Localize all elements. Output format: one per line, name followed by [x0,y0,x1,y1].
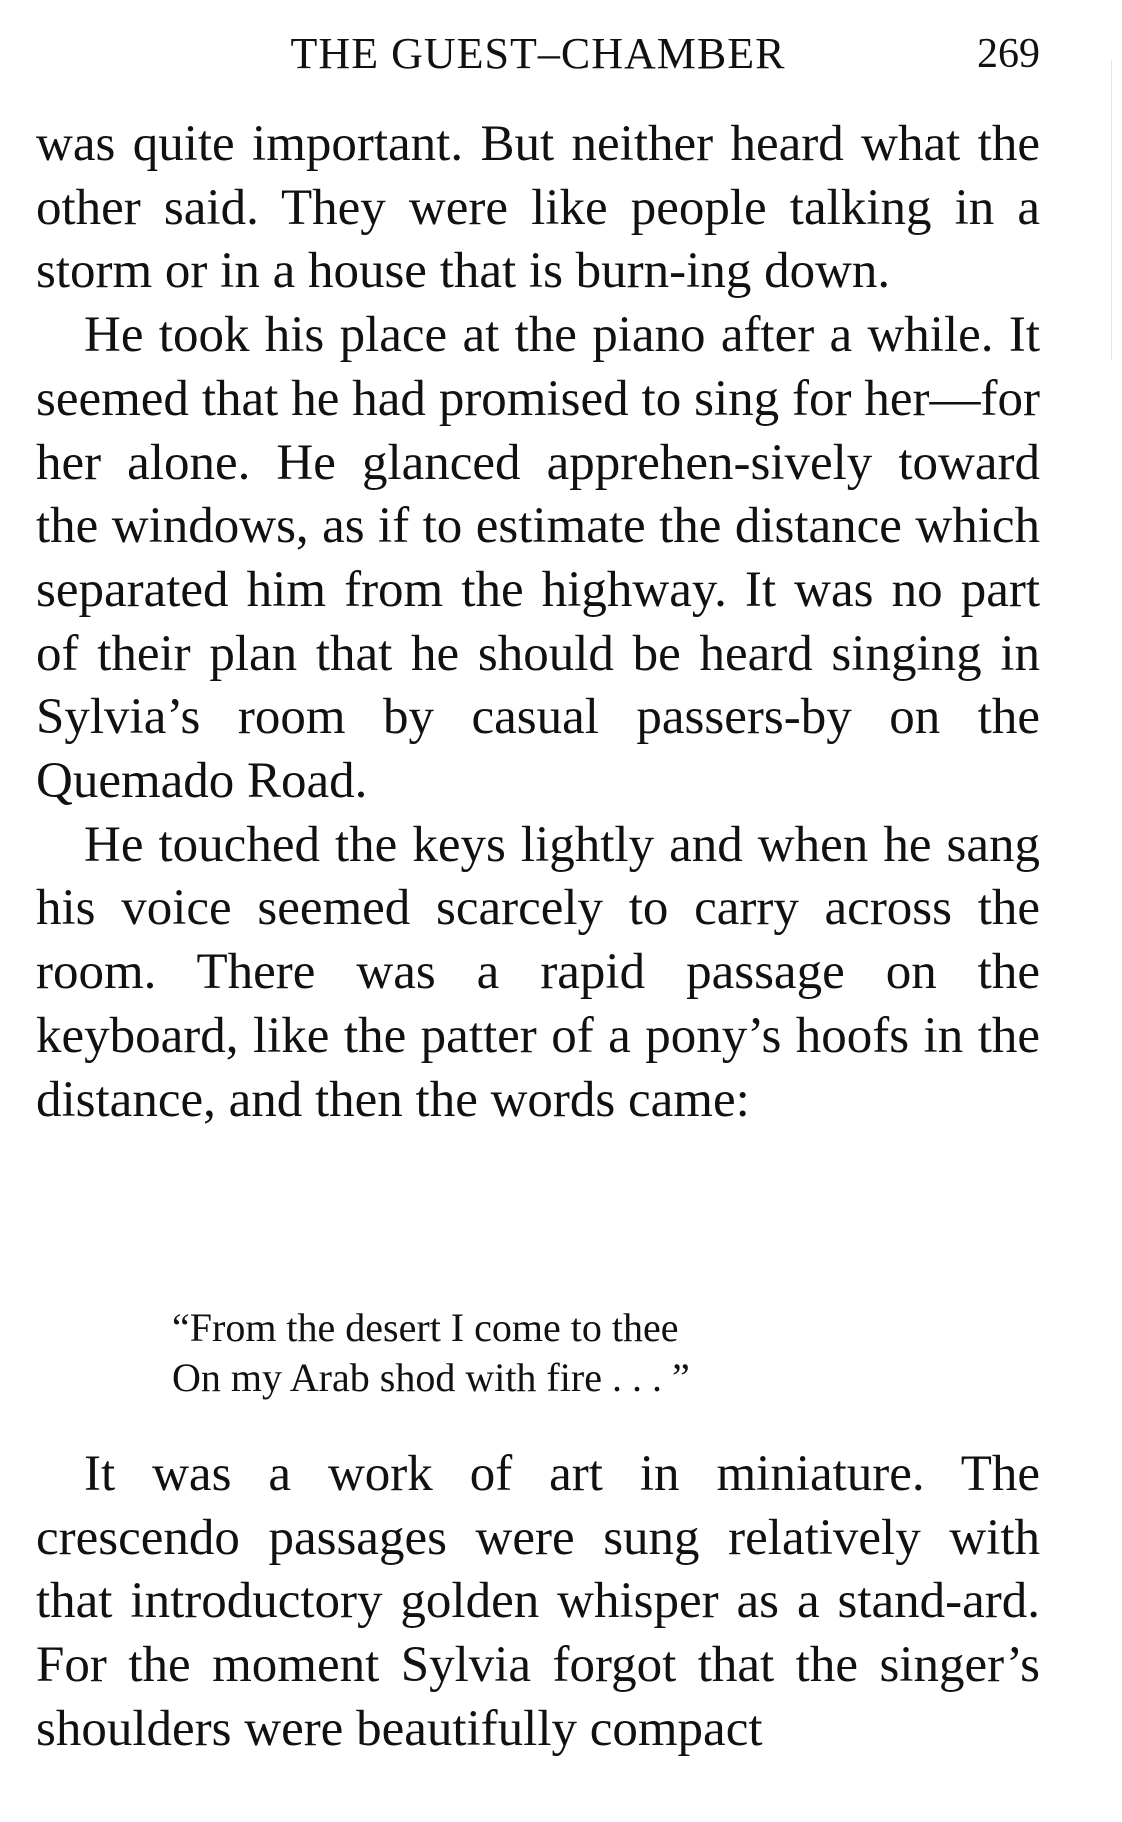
paragraph: He touched the keys lightly and when he sang his voice seemed scarcely to carry across the room. There was a rapid passage on the keyboard, like the patter of a pony’s hoofs in the distance, and then the words came: [36,816,1040,1128]
running-head [36,26,1040,86]
paragraph: was quite important. But neither heard what the other said. They were like people talking in a storm or in a house that is burn-ing down. [36,116,1040,300]
verse-line: On my Arab shod with fire . . . ” [172,1355,690,1400]
paragraph: He took his place at the piano after a while. It seemed that he had promised to sing for her—for her alone. He glanced apprehen-sively toward the windows, as if to estimate the distance which separated him from the highway. It was no part of their plan that he should be heard singing in Sylvia’s room by casual passers-by on the Quemado Road. [36,307,1040,810]
running-title: THE GUEST–CHAMBER [290,29,786,78]
page-number: 269 [977,31,1040,77]
paragraph: It was a work of art in miniature. The crescendo passages were sung relatively with that introductory golden whisper as a stand-ard. For the moment Sylvia forgot that the singer’s shoulders were beautifully compact [36,1446,1040,1757]
body-text-bottom [36,1443,1040,1762]
body-text-top [36,113,1040,1132]
verse-quotation [172,1303,972,1403]
verse-line: “From the desert I come to thee [172,1305,679,1350]
scan-edge-mark [1111,60,1112,360]
